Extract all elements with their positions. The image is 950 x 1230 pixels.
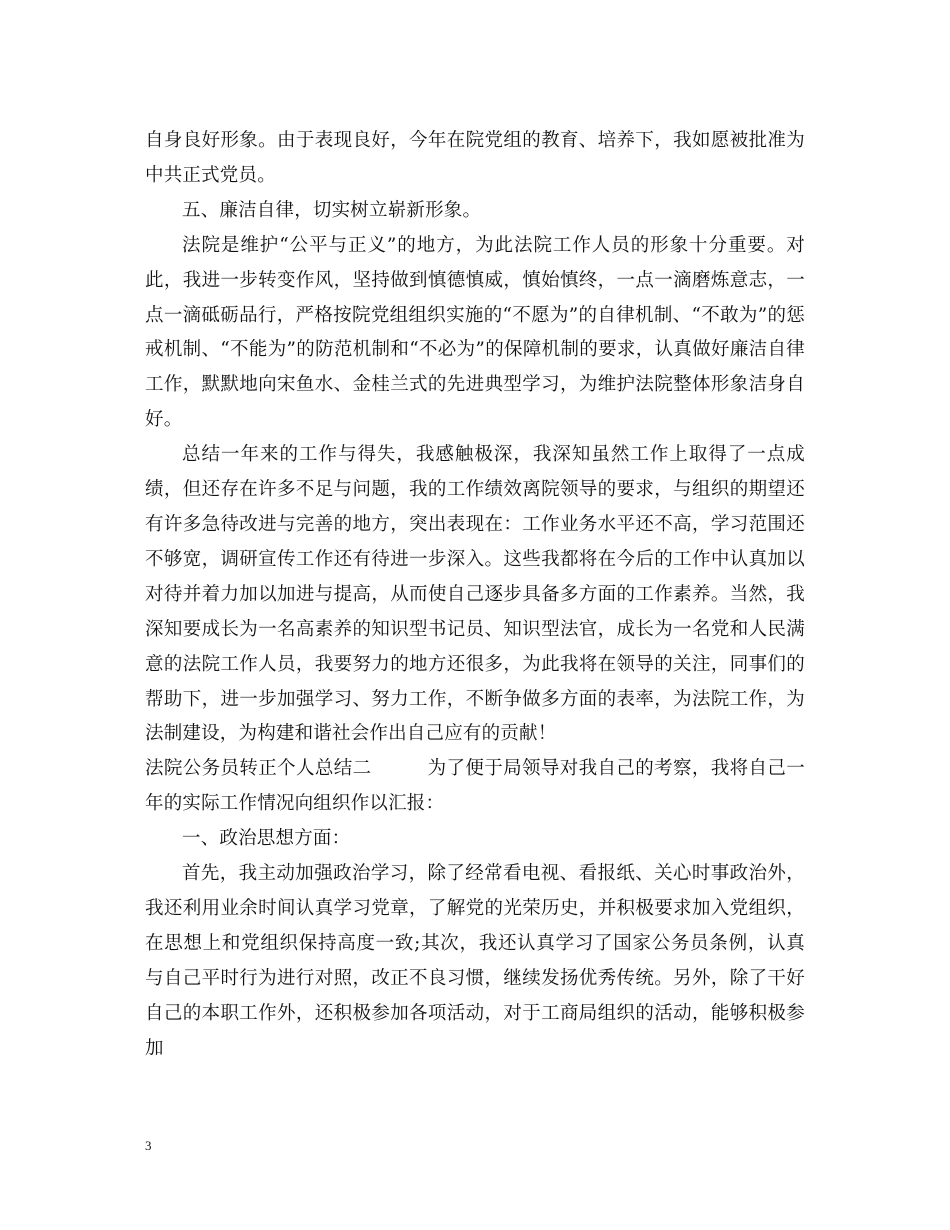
paragraph-2-heading: 五、廉洁自律，切实树立崭新形象。 xyxy=(182,199,482,221)
paragraph-3: 法院是维护“公平与正义”的地方，为此法院工作人员的形象十分重要。对此，我进一步转变作风，坚持做到慎德慎威，慎始慎终，一点一滴磨炼意志，一点一滴砥砺品行，严格按院党组组织实施的“不愿为”的自律机制、“不敢为”的惩戒机制、“不能为”的防范机制和“不必为”的保障机制的要求，认真做好廉洁自律工作，默默地向宋鱼水、金桂兰式的先进典型学习，为维护法院整体形象洁身自好。 xyxy=(145,234,805,431)
page-number: 3 xyxy=(145,1138,152,1153)
section-title: 法院公务员转正个人总结二 xyxy=(145,758,372,780)
paragraph-5-heading: 一、政治思想方面： xyxy=(182,828,351,850)
section-heading-line xyxy=(145,752,805,822)
paragraph-1: 自身良好形象。由于表现良好，今年在院党组的教育、培养下，我如愿被批准为中共正式党员。 xyxy=(145,130,805,186)
paragraph-4: 总结一年来的工作与得失，我感触极深，我深知虽然工作上取得了一点成绩，但还存在许多不足与问题，我的工作绩效离院领导的要求，与组织的期望还有许多急待改进与完善的地方，突出表现在：工作业务水平还不高，学习范围还不够宽，调研宣传工作还有待进一步深入。这些我都将在今后的工作中认真加以对待并着力加以加进与提高，从而使自己逐步具备多方面的工作素养。当然，我深知要成长为一名高素养的知识型书记员、知识型法官，成长为一名党和人民满意的法院工作人员，我要努力的地方还很多，为此我将在领导的关注，同事们的帮助下，进一步加强学习、努力工作，不断争做多方面的表率，为法院工作，为法制建设，为构建和谐社会作出自己应有的贡献！ xyxy=(145,444,805,745)
document-body xyxy=(145,124,805,1066)
section-intro: 为了便于局领导对我自己的考察，我将自己一年的实际工作情况向组织作以汇报： xyxy=(145,758,805,815)
paragraph-6: 首先，我主动加强政治学习，除了经常看电视、看报纸、关心时事政治外，我还利用业余时间认真学习党章，了解党的光荣历史，并积极要求加入党组织，在思想上和党组织保持高度一致;其次，我还认真学习了国家公务员条例，认真与自己平时行为进行对照，改正不良习惯，继续发扬优秀传统。另外，除了干好自己的本职工作外，还积极参加各项活动，对于工商局组织的活动，能够积极参加 xyxy=(145,863,805,1059)
